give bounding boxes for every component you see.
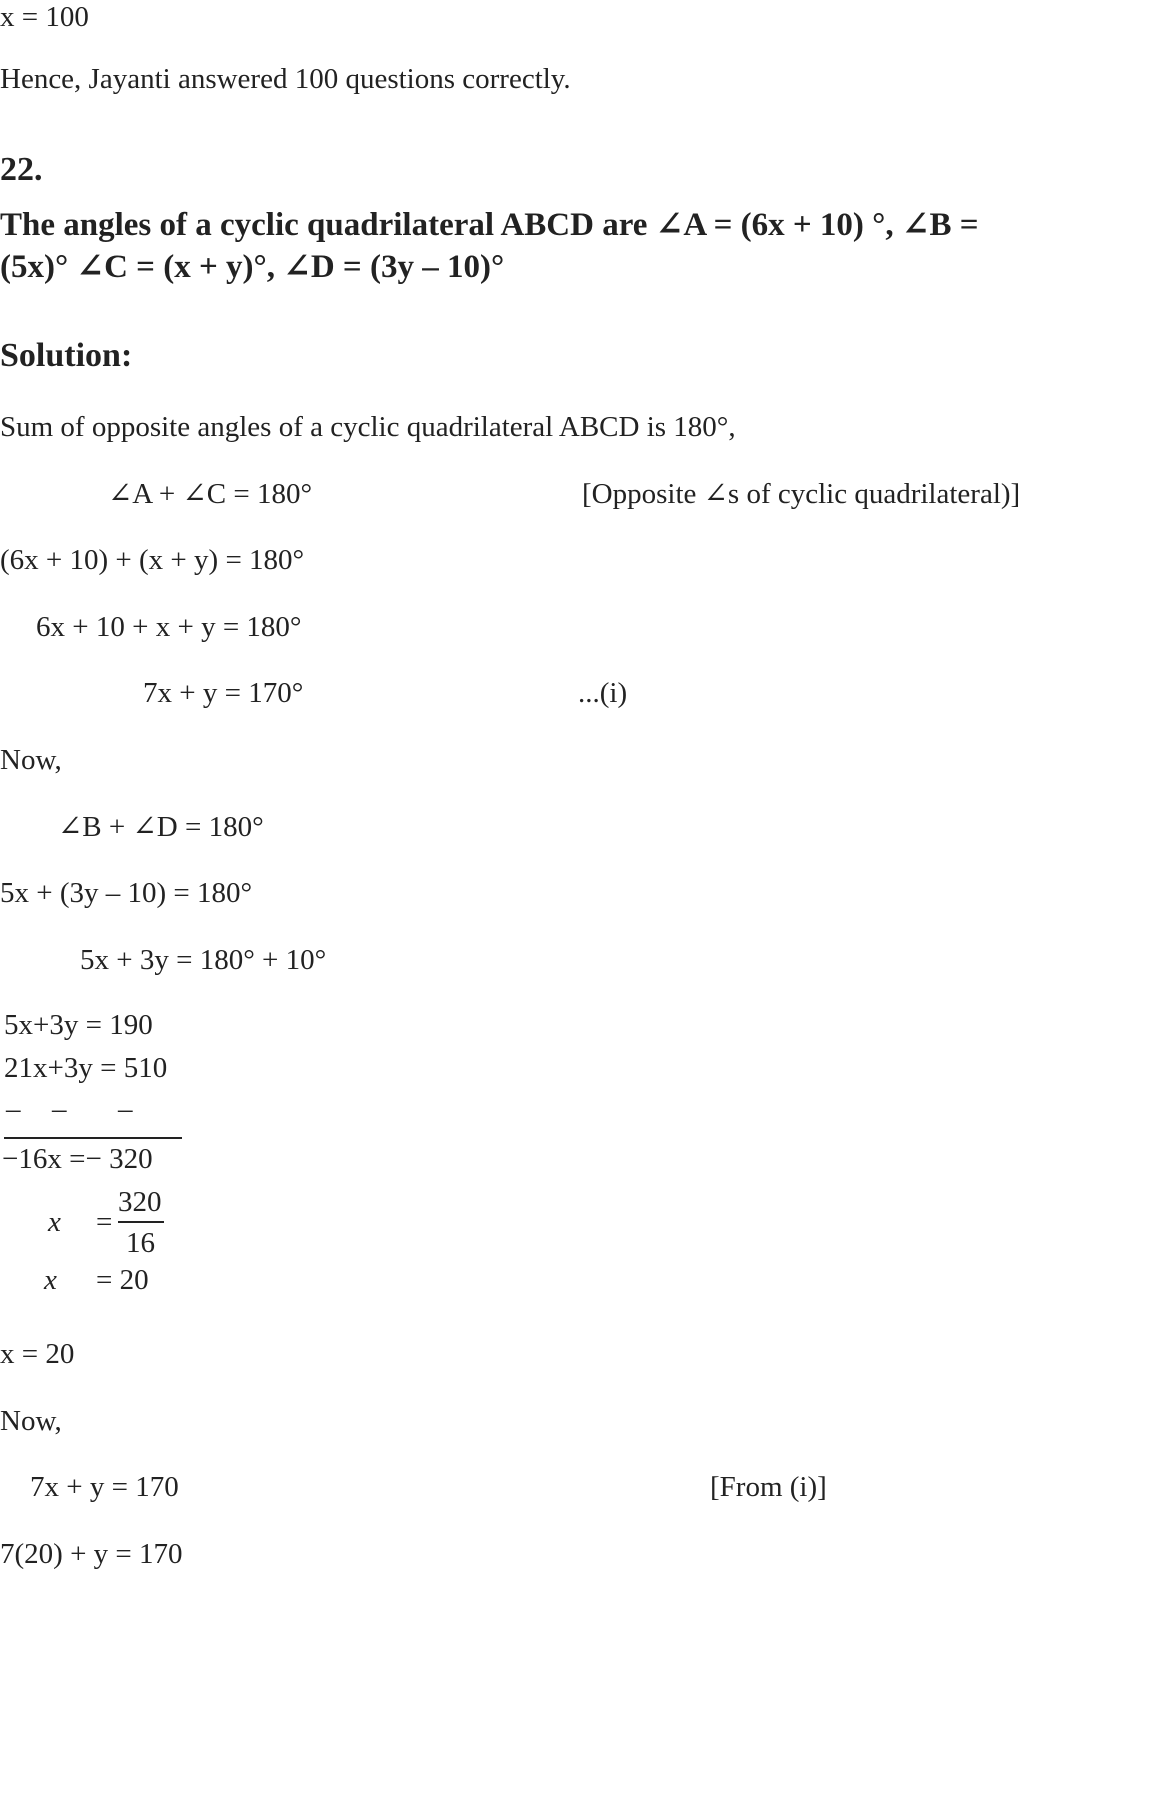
elimination-equation: 5x+3y = 190 (4, 1009, 153, 1041)
question-line: (5x)° ∠C = (x + y)°, ∠D = (3y – 10)° (0, 249, 505, 285)
text-line: x = 100 (0, 1, 89, 33)
equation-reason: [From (i)] (710, 1471, 827, 1503)
solution-heading: Solution: (0, 337, 133, 374)
equation-line: 7(20) + y = 170 (0, 1538, 183, 1570)
equation-line: 7x + y = 170 (30, 1471, 179, 1503)
text-line: Hence, Jayanti answered 100 questions correctly. (0, 63, 571, 95)
minus-sign: – (6, 1093, 21, 1125)
equation-line: 5x + 3y = 180° + 10° (80, 944, 327, 976)
equation-tag: ...(i) (578, 677, 628, 709)
elimination-result: −16x =− 320 (2, 1143, 153, 1175)
minus-sign: – (52, 1093, 67, 1125)
equation-line: 6x + 10 + x + y = 180° (36, 611, 302, 643)
fraction-bar (118, 1221, 164, 1223)
minus-sign: – (118, 1093, 133, 1125)
equation-line: 7x + y = 170° (143, 677, 304, 709)
fraction-variable: x (48, 1206, 61, 1238)
elimination-equation: 21x+3y = 510 (4, 1052, 168, 1084)
question-number: 22. (0, 151, 43, 188)
result-variable: x (44, 1264, 57, 1296)
equation-line: x = 20 (0, 1338, 75, 1370)
subtraction-rule (4, 1137, 182, 1139)
fraction-numerator: 320 (118, 1186, 162, 1218)
fraction-denominator: 16 (126, 1227, 155, 1259)
equation-line: (6x + 10) + (x + y) = 180° (0, 544, 305, 576)
fraction-equals: = (96, 1206, 113, 1238)
result-value: = 20 (96, 1264, 149, 1296)
equation-line: ∠A + ∠C = 180° (108, 478, 313, 510)
equation-line: 5x + (3y – 10) = 180° (0, 877, 253, 909)
equation-line: ∠B + ∠D = 180° (58, 811, 264, 843)
equation-reason: [Opposite ∠s of cyclic quadrilateral)] (582, 478, 1021, 510)
text-line: Now, (0, 744, 62, 776)
question-line: The angles of a cyclic quadrilateral ABCD are ∠A = (6x + 10) °, ∠B = (0, 207, 979, 243)
text-line: Sum of opposite angles of a cyclic quadrilateral ABCD is 180°, (0, 411, 736, 443)
text-line: Now, (0, 1405, 62, 1437)
